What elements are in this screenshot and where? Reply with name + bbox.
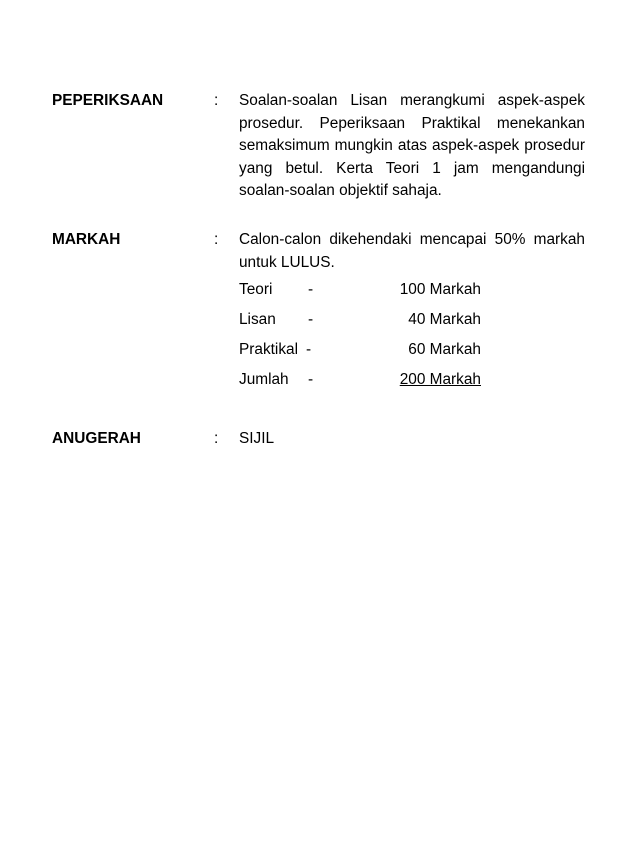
section-label-anugerah: ANUGERAH [52,430,141,447]
peperiksaan-description [239,90,585,203]
markah-line-2: untuk LULUS. [239,253,335,271]
mark-row-lisan [239,309,499,331]
mark-dash: - [306,341,312,358]
colon-markah: : [214,231,219,248]
colon-peperiksaan: : [214,92,219,109]
peperiksaan-line-5: soalan-soalan objektif sahaja. [239,182,442,199]
mark-name: Lisan [239,311,276,328]
mark-value: 100 Markah [399,281,481,298]
anugerah-value: SIJIL [239,430,275,447]
markah-description [239,229,585,274]
mark-value: 40 Markah [408,311,481,328]
mark-dash: - [308,281,314,298]
mark-row-praktikal [239,339,499,361]
section-label-peperiksaan: PEPERIKSAAN [52,92,164,109]
mark-row-teori [239,279,499,301]
colon-anugerah: : [214,430,219,447]
markah-line-1: Calon-calon dikehendaki mencapai 50% markah [239,231,585,248]
mark-value: 60 Markah [408,341,481,358]
peperiksaan-line-3: semaksimum mungkin atas aspek-aspek prosedur [239,137,585,154]
mark-dash: - [308,371,314,388]
mark-name: Jumlah [239,371,289,388]
peperiksaan-line-2: prosedur. Peperiksaan Praktikal menekankan [239,114,585,132]
mark-name: Teori [239,281,273,298]
peperiksaan-line-4: yang betul. Kerta Teori 1 jam mengandungi [239,159,585,177]
mark-dash: - [308,311,314,328]
mark-row-jumlah [239,369,499,391]
mark-name: Praktikal [239,341,299,358]
peperiksaan-line-1: Soalan-soalan Lisan merangkumi aspek-aspek [239,92,585,109]
mark-total-value: 200 Markah [399,371,481,388]
section-label-markah: MARKAH [52,231,121,248]
